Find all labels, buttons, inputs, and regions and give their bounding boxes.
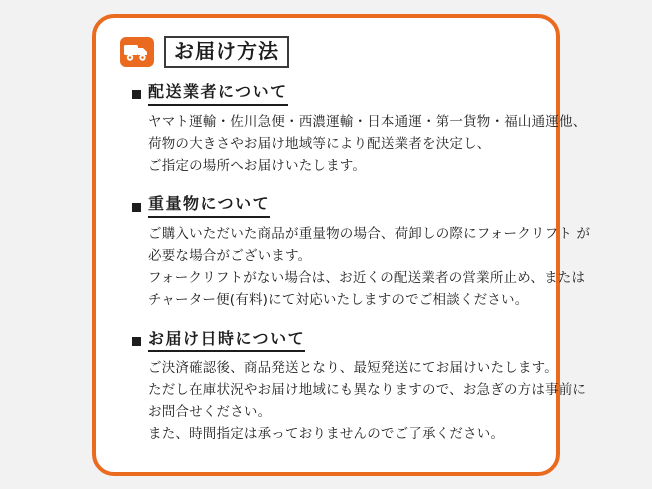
section-title: お届け日時について (148, 329, 305, 353)
body-line: ご決済確認後、商品発送となり、最短発送にてお届けいたします。 (148, 360, 558, 377)
section-delivery-date (118, 328, 587, 446)
section-heading (132, 329, 534, 353)
section-title: 重量物について (148, 194, 270, 218)
section-title: 配送業者について (148, 82, 288, 106)
body-line: また、時間指定は承っておりませんのでご了承ください。 (148, 425, 505, 442)
section-body (148, 358, 587, 445)
body-line: フォークリフトがない場合は、お近くの配送業者の営業所止め、または (148, 269, 586, 286)
filled-square-bullet-icon (132, 203, 141, 212)
section-heavy-items (118, 194, 591, 311)
filled-square-bullet-icon (132, 90, 141, 99)
section-heading (132, 194, 534, 218)
body-line: 必要な場合がございます。 (148, 248, 312, 265)
section-body (148, 112, 587, 178)
body-line: チャーター便(有料)にて対応いたしますのでご相談ください。 (148, 291, 529, 308)
body-line: ヤマト運輸・佐川急便・西濃運輸・日本通運・第一貨物・福山通運他、 (148, 113, 587, 130)
panel-inner (96, 18, 591, 472)
body-line: ただし在庫状況やお届け地域にも異なりますので、お急ぎの方は事前に (148, 382, 587, 399)
page-title-box (164, 36, 289, 68)
body-line: お問合せください。 (148, 404, 272, 421)
body-line: ご購入いただいた商品が重量物の場合、荷卸しの際にフォークリフト が (148, 226, 591, 243)
delivery-info-panel (92, 14, 591, 476)
body-line: 荷物の大きさやお届け地域等により配送業者を決定し、 (148, 135, 491, 152)
body-line: ご指定の場所へお届けいたします。 (148, 157, 367, 174)
section-heading (132, 82, 534, 106)
filled-square-bullet-icon (132, 337, 141, 346)
page-title: お届け方法 (174, 39, 279, 63)
section-delivery-carrier (118, 82, 587, 177)
section-body (148, 224, 591, 311)
delivery-truck-icon (120, 37, 154, 67)
panel-header (120, 36, 534, 68)
